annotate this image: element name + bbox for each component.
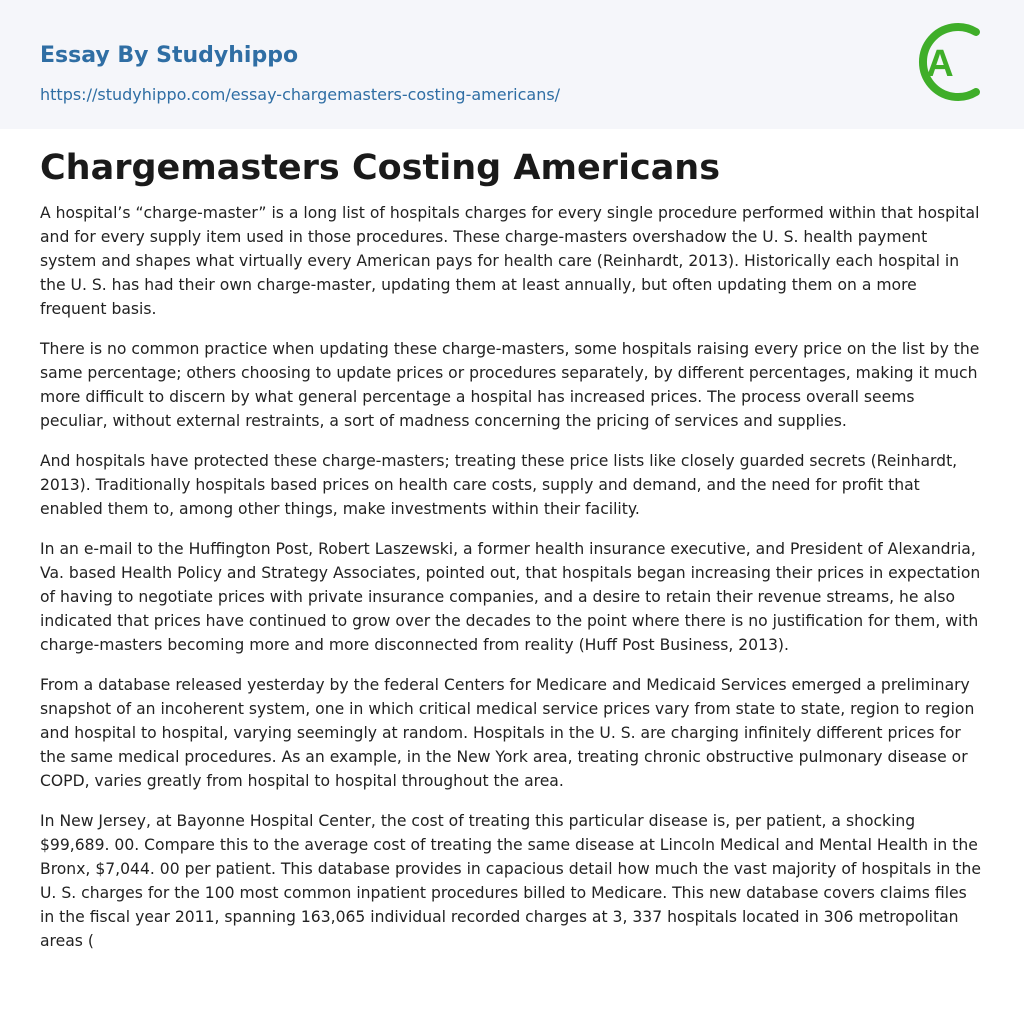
essay-content — [0, 147, 1024, 953]
site-name[interactable]: Essay By Studyhippo — [40, 43, 299, 68]
logo-letter: A — [926, 43, 954, 85]
essay-paragraph-6: In New Jersey, at Bayonne Hospital Center, the cost of treating this particular disease is, per patient, a shocking $99,689. 00. Compare this to the average cost of treating the same disease at Lincoln Medical and Mental Health in the Bronx, $7,044. 00 per patient. This database provides in capacious detail how much the vast majority of hospitals in the U. S. charges for the 100 most common inpatient procedures billed to Medicare. This new database covers claims files in the fiscal year 2011, spanning 163,065 individual recorded charges at 3, 337 hospitals located in 306 metropolitan areas ( — [40, 812, 981, 950]
essay-url-link[interactable]: https://studyhippo.com/essay-chargemasters-costing-americans/ — [40, 85, 561, 104]
essay-paragraph-4: In an e-mail to the Huffington Post, Robert Laszewski, a former health insurance executive, and President of Alexandria, Va. based Health Policy and Strategy Associates, pointed out, that hospitals began increasing their prices in expectation of having to negotiate prices with private insurance companies, and a desire to retain their revenue streams, he also indicated that prices have continued to grow over the decades to the point where there is no justification for them, with charge-masters becoming more and more disconnected from reality (Huff Post Business, 2013). — [40, 540, 981, 654]
studyhippo-logo-icon[interactable] — [910, 18, 988, 106]
essay-paragraph-5: From a database released yesterday by the federal Centers for Medicare and Medicaid Services emerged a preliminary snapshot of an incoherent system, one in which critical medical service prices vary from state to state, region to region and hospital to hospital, varying seemingly at random. Hospitals in the U. S. are charging infinitely different prices for the same medical procedures. As an example, in the New York area, treating chronic obstructive pulmonary disease or COPD, varies greatly from hospital to hospital throughout the area. — [40, 676, 975, 790]
essay-paragraph-3: And hospitals have protected these charge-masters; treating these price lists like closely guarded secrets (Reinhardt, 2013). Traditionally hospitals based prices on health care costs, supply and demand, and the need for profit that enabled them to, among other things, make investments within their facility. — [40, 452, 958, 518]
essay-title: Chargemasters Costing Americans — [40, 148, 721, 188]
essay-paragraph-2: There is no common practice when updating these charge-masters, some hospitals raising every price on the list by the same percentage; others choosing to update prices or procedures separately, by different percentages, making it much more difficult to discern by what general percentage a hospital has increased prices. The process overall seems peculiar, without external restraints, a sort of madness concerning the pricing of services and supplies. — [40, 340, 980, 430]
site-header — [0, 0, 1024, 129]
essay-paragraph-1: A hospital’s “charge-master” is a long list of hospitals charges for every single procedure performed within that hospital and for every supply item used in those procedures. These charge-masters overshadow the U. S. health payment system and shapes what virtually every American pays for health care (Reinhardt, 2013). Historically each hospital in the U. S. has had their own charge-master, updating them at least annually, but often updating them on a more frequent basis. — [40, 204, 980, 318]
